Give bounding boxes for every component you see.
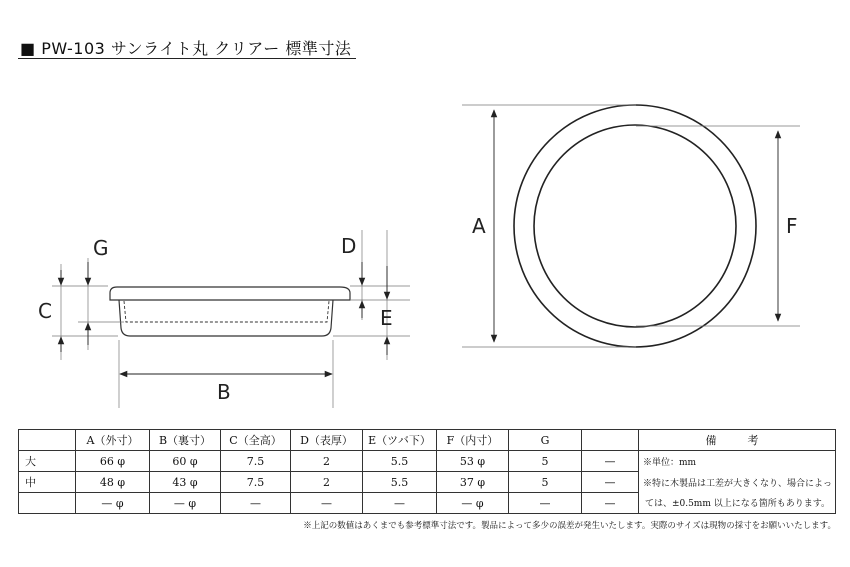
dim-label-d: D — [341, 234, 357, 258]
table-cell: 7.5 — [221, 472, 291, 493]
table-header-remarks: 備 考 — [639, 430, 836, 451]
top-view — [514, 105, 756, 347]
table-cell: — — [582, 472, 639, 493]
table-cell: 60 φ — [150, 451, 221, 472]
dim-label-e: E — [380, 306, 393, 330]
table-header: E（ツバ下） — [363, 430, 437, 451]
table-cell: 48 φ — [76, 472, 150, 493]
remark-note: ※単位：mm — [639, 451, 836, 472]
page-title: ■ PW-103 サンライト丸 クリアー 標準寸法 — [20, 39, 352, 58]
side-view — [110, 287, 350, 336]
table-row — [19, 493, 836, 514]
table-cell: — φ — [437, 493, 509, 514]
table-header: C（全高） — [221, 430, 291, 451]
row-label — [19, 493, 76, 514]
table-header: A（外寸） — [76, 430, 150, 451]
table-cell: 5.5 — [363, 451, 437, 472]
table-cell: 53 φ — [437, 451, 509, 472]
table-cell: — — [582, 493, 639, 514]
table-header: G — [509, 430, 582, 451]
table-cell: 5 — [509, 451, 582, 472]
table-cell: — — [509, 493, 582, 514]
cap-inner-dashed — [124, 301, 329, 322]
row-label: 大 — [19, 451, 76, 472]
dim-label-b: B — [217, 380, 231, 404]
remark-note: ては、±0.5mm 以上になる箇所もあります。 — [639, 493, 836, 514]
row-label: 中 — [19, 472, 76, 493]
table-row — [19, 451, 836, 472]
ring-inner — [534, 125, 736, 327]
spec-table — [18, 429, 836, 514]
table-cell: — — [221, 493, 291, 514]
table-cell: — — [291, 493, 363, 514]
table-cell: 37 φ — [437, 472, 509, 493]
table-cell: — — [582, 451, 639, 472]
dim-label-g: G — [93, 236, 109, 260]
table-header: B（裏寸） — [150, 430, 221, 451]
table-cell: 2 — [291, 451, 363, 472]
remark-note: ※特に木製品は工差が大きくなり、場合によっ — [639, 472, 836, 493]
dim-label-c: C — [38, 299, 52, 323]
ring-outer — [514, 105, 756, 347]
table-header — [582, 430, 639, 451]
table-header — [19, 430, 76, 451]
table-header: F（内寸） — [437, 430, 509, 451]
table-cell: 43 φ — [150, 472, 221, 493]
table-cell: — φ — [76, 493, 150, 514]
table-cell: — φ — [150, 493, 221, 514]
table-cell: 66 φ — [76, 451, 150, 472]
dim-label-a: A — [472, 214, 486, 238]
table-cell: — — [363, 493, 437, 514]
dim-label-f: F — [786, 214, 798, 238]
table-cell: 5.5 — [363, 472, 437, 493]
table-cell: 2 — [291, 472, 363, 493]
table-cell: 7.5 — [221, 451, 291, 472]
cap-flange-outline — [110, 287, 350, 300]
cap-body-outline — [119, 300, 333, 336]
table-header-row — [19, 430, 836, 451]
footnote: ※上記の数値はあくまでも参考標準寸法です。製品によって多少の誤差が発生いたします。実際のサイズは現物の採寸をお願いいたします。 — [303, 521, 836, 531]
table-header: D（表厚） — [291, 430, 363, 451]
table-row — [19, 472, 836, 493]
table-cell: 5 — [509, 472, 582, 493]
